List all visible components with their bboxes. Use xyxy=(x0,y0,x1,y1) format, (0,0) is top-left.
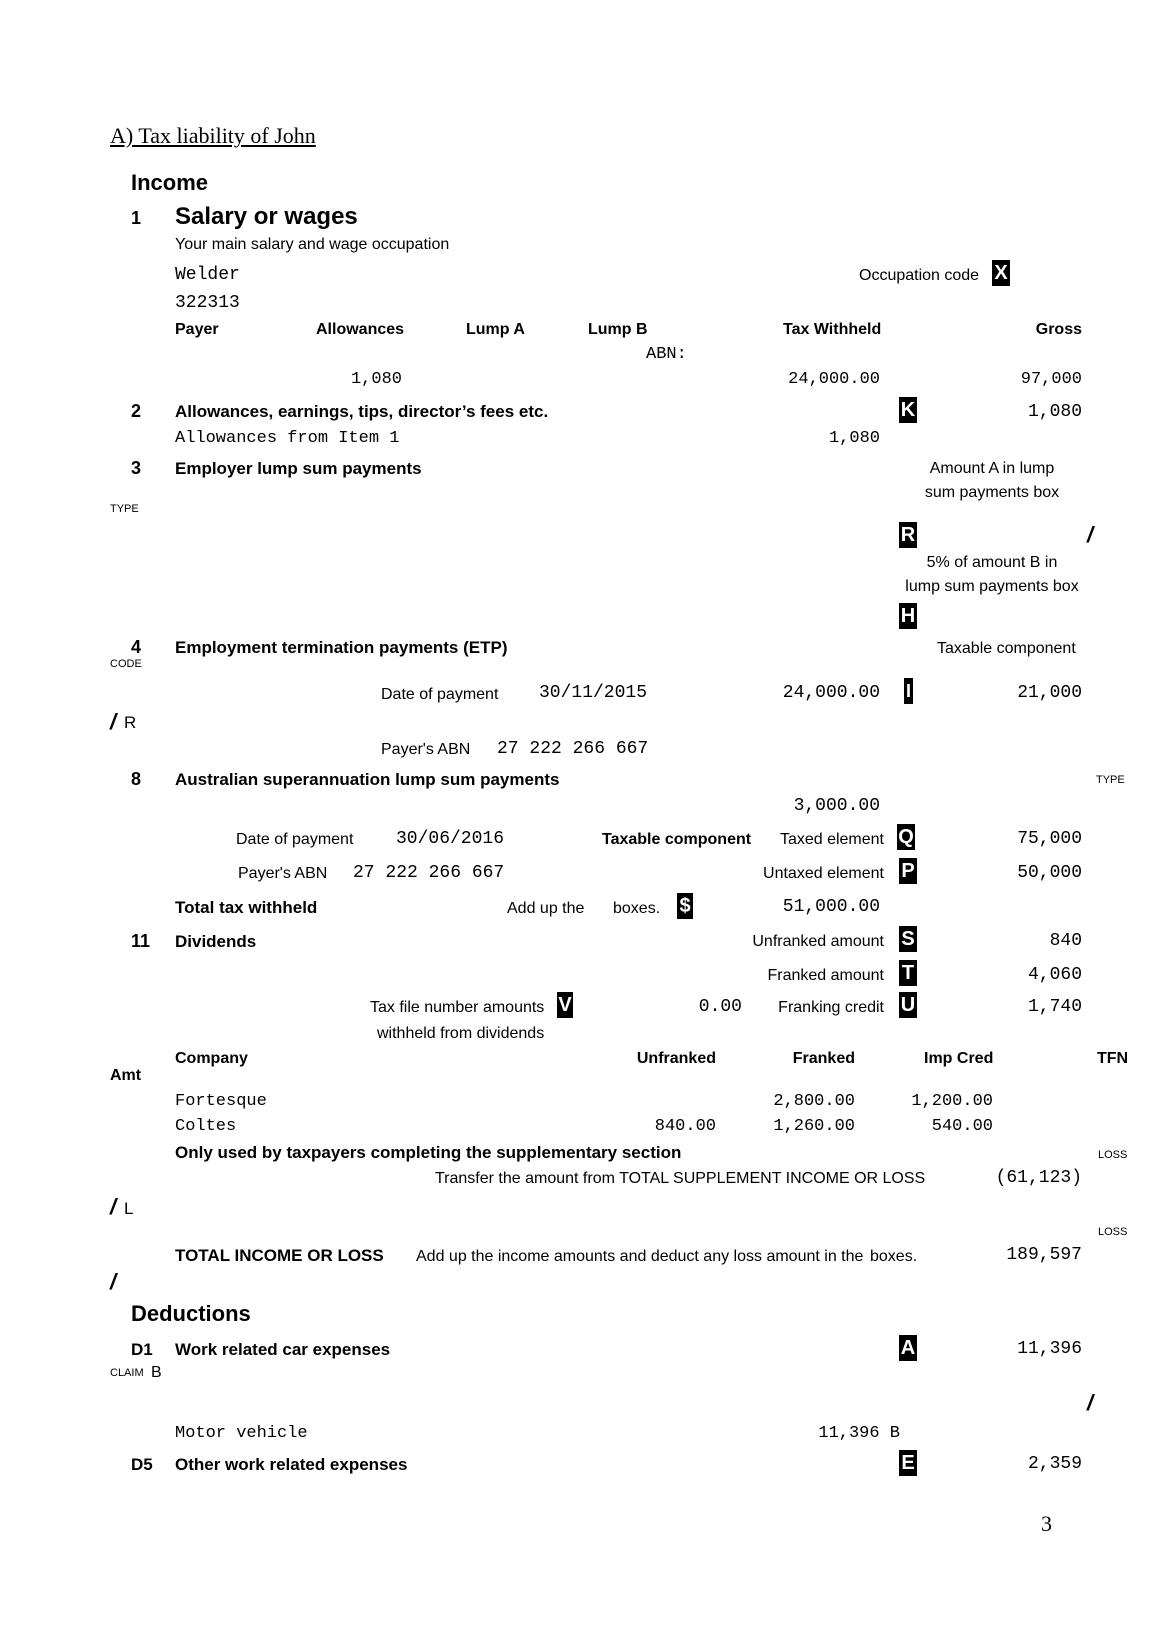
item-4-abn-label: Payer's ABN xyxy=(381,741,471,758)
untaxed-element-label: Untaxed element xyxy=(763,865,884,882)
amount-a-label-line2: sum payments box xyxy=(924,484,1060,501)
d5-amount: 2,359 xyxy=(1027,1454,1082,1474)
div-col-header-company: Company xyxy=(175,1050,248,1067)
supplementary-amount: (61,123) xyxy=(995,1168,1082,1188)
total-tax-add-up-label: Add up the xyxy=(507,900,585,917)
untaxed-element-amount: 50,000 xyxy=(1017,863,1082,883)
box-q-label: Q xyxy=(898,826,914,848)
abn-label: ABN: xyxy=(646,345,687,364)
col-header-allowances: Allowances xyxy=(316,321,405,338)
col-header-tax-withheld: Tax Withheld xyxy=(783,321,882,338)
item-4-abn: 27 222 266 667 xyxy=(497,739,649,759)
occupation-value: Welder xyxy=(175,265,240,285)
item-4-r-label: R xyxy=(124,713,137,732)
d1-claim-b-label: B xyxy=(151,1364,162,1381)
col-header-lump-b: Lump B xyxy=(588,321,648,338)
div-row-2-franked: 1,260.00 xyxy=(773,1117,855,1136)
page-title: A) Tax liability of John xyxy=(110,123,316,148)
col-header-lump-a: Lump A xyxy=(466,321,525,338)
box-x-label: X xyxy=(992,260,1010,286)
supplementary-slash: / xyxy=(110,1194,117,1219)
col-header-payer: Payer xyxy=(175,321,219,338)
total-tax-withheld-amount: 51,000.00 xyxy=(782,897,880,917)
item-2-title: Allowances, earnings, tips, director’s fees etc. xyxy=(175,402,549,421)
item-8-type-label: TYPE xyxy=(1096,774,1125,786)
item-8-date: 30/06/2016 xyxy=(396,829,505,849)
gross-value: 97,000 xyxy=(1020,370,1082,389)
total-income-loss-label: LOSS xyxy=(1098,1226,1128,1238)
income-heading: Income xyxy=(131,170,209,195)
item-1-title: Salary or wages xyxy=(175,203,358,230)
total-income-boxes-label: boxes. xyxy=(870,1248,918,1265)
div-col-header-tfn: TFN xyxy=(1097,1050,1129,1067)
box-s-label: S xyxy=(899,926,917,952)
item-4-slash: / xyxy=(110,709,117,734)
item-2-detail-amount: 1,080 xyxy=(828,429,880,448)
allowances-value: 1,080 xyxy=(350,370,402,389)
item-8-abn-label: Payer's ABN xyxy=(238,865,328,882)
supplementary-l-label: L xyxy=(124,1199,134,1218)
item-11-number: 11 xyxy=(131,931,151,951)
item-8-number: 8 xyxy=(131,769,142,789)
item-2-number: 2 xyxy=(131,401,142,421)
div-row-1-company: Fortesque xyxy=(175,1092,267,1111)
tfn-amounts-value: 0.00 xyxy=(698,997,742,1017)
occupation-code-label: Occupation code xyxy=(859,267,980,284)
box-h-label: H xyxy=(900,605,916,627)
total-income-slash: / xyxy=(110,1269,117,1294)
taxed-element-amount: 75,000 xyxy=(1017,829,1082,849)
box-k-label: K xyxy=(900,399,916,421)
deductions-heading: Deductions xyxy=(131,1301,251,1326)
supplementary-loss-label: LOSS xyxy=(1098,1149,1128,1161)
pct-b-label-line1: 5% of amount B in xyxy=(926,554,1058,571)
franked-amount-label: Franked amount xyxy=(767,967,884,984)
page-number: 3 xyxy=(1041,1511,1052,1536)
d1-amount: 11,396 xyxy=(1017,1339,1082,1359)
item-3-slash: / xyxy=(1087,522,1094,547)
box-dollar-label: $ xyxy=(677,893,693,919)
franking-credit-label: Franking credit xyxy=(778,999,884,1016)
d5-number: D5 xyxy=(131,1455,153,1474)
taxed-element-label: Taxed element xyxy=(779,831,884,848)
unfranked-amount-label: Unfranked amount xyxy=(752,933,884,950)
div-row-2-imp-cred: 540.00 xyxy=(931,1117,993,1136)
div-row-2-unfranked: 840.00 xyxy=(654,1117,716,1136)
d1-claim-label: CLAIM xyxy=(110,1367,144,1379)
div-col-header-imp-cred: Imp Cred xyxy=(924,1050,994,1067)
item-4-date: 30/11/2015 xyxy=(539,683,648,703)
d1-number: D1 xyxy=(131,1340,153,1359)
franked-amount-value: 4,060 xyxy=(1027,965,1082,985)
col-header-gross: Gross xyxy=(1035,321,1082,338)
total-income-desc: Add up the income amounts and deduct any loss amount in the xyxy=(416,1248,864,1265)
item-4-number: 4 xyxy=(131,637,142,657)
div-row-1-franked: 2,800.00 xyxy=(773,1092,855,1111)
div-amt-label: Amt xyxy=(110,1067,142,1084)
d1-detail-amount: 11,396 B xyxy=(818,1424,900,1443)
box-i-label: I xyxy=(904,678,913,704)
total-tax-withheld-label: Total tax withheld xyxy=(175,898,318,917)
tfn-amounts-label-line1: Tax file number amounts xyxy=(370,999,545,1016)
taxable-component-label: Taxable component xyxy=(937,640,1076,657)
total-income-amount: 189,597 xyxy=(1006,1245,1082,1265)
item-4-title: Employment termination payments (ETP) xyxy=(175,638,508,657)
franking-credit-value: 1,740 xyxy=(1027,997,1082,1017)
div-row-1-imp-cred: 1,200.00 xyxy=(911,1092,993,1111)
d1-slash: / xyxy=(1087,1390,1094,1415)
div-col-header-unfranked: Unfranked xyxy=(636,1050,716,1067)
box-v-label: V xyxy=(558,994,572,1016)
d1-title: Work related car expenses xyxy=(175,1340,391,1359)
item-3-title: Employer lump sum payments xyxy=(175,459,422,478)
tax-withheld-value: 24,000.00 xyxy=(788,370,880,389)
supplementary-transfer-label: Transfer the amount from TOTAL SUPPLEMENT INCOME OR LOSS xyxy=(435,1170,926,1187)
unfranked-amount-value: 840 xyxy=(1049,931,1082,951)
item-4-taxable-amount: 21,000 xyxy=(1017,683,1082,703)
item-2-amount: 1,080 xyxy=(1027,402,1082,422)
box-u-label: U xyxy=(900,994,916,1016)
item-8-taxable-component-label: Taxable component xyxy=(602,831,752,848)
occupation-number: 322313 xyxy=(175,293,240,313)
item-8-abn: 27 222 266 667 xyxy=(353,863,505,883)
supplementary-title: Only used by taxpayers completing the supplementary section xyxy=(175,1143,682,1162)
div-row-2-company: Coltes xyxy=(175,1117,237,1136)
item-4-code-label: CODE xyxy=(110,658,142,670)
item-11-title: Dividends xyxy=(175,932,257,951)
item-3-number: 3 xyxy=(131,458,142,478)
item-4-date-label: Date of payment xyxy=(381,686,499,703)
div-col-header-franked: Franked xyxy=(792,1050,855,1067)
item-1-subtitle: Your main salary and wage occupation xyxy=(175,236,450,253)
box-r-label: R xyxy=(900,524,916,546)
box-t-label: T xyxy=(899,960,917,986)
tfn-amounts-label-line2: withheld from dividends xyxy=(377,1025,545,1042)
box-p-label: P xyxy=(899,858,917,884)
d5-title: Other work related expenses xyxy=(175,1455,408,1474)
item-1-number: 1 xyxy=(131,208,142,228)
d1-detail-label: Motor vehicle xyxy=(175,1424,308,1443)
box-e-label: E xyxy=(899,1450,917,1476)
item-3-type-label: TYPE xyxy=(110,503,139,515)
item-4-tax-withheld: 24,000.00 xyxy=(782,683,880,703)
item-8-tax-withheld: 3,000.00 xyxy=(793,796,880,816)
total-income-label: TOTAL INCOME OR LOSS xyxy=(175,1246,384,1265)
pct-b-label-line2: lump sum payments box xyxy=(905,578,1079,595)
total-tax-boxes-label: boxes. xyxy=(613,900,661,917)
amount-a-label-line1: Amount A in lump xyxy=(929,460,1055,477)
item-8-title: Australian superannuation lump sum payments xyxy=(175,770,560,789)
item-2-detail-label: Allowances from Item 1 xyxy=(175,429,400,448)
box-a-label: A xyxy=(900,1337,916,1359)
item-8-date-label: Date of payment xyxy=(236,831,354,848)
